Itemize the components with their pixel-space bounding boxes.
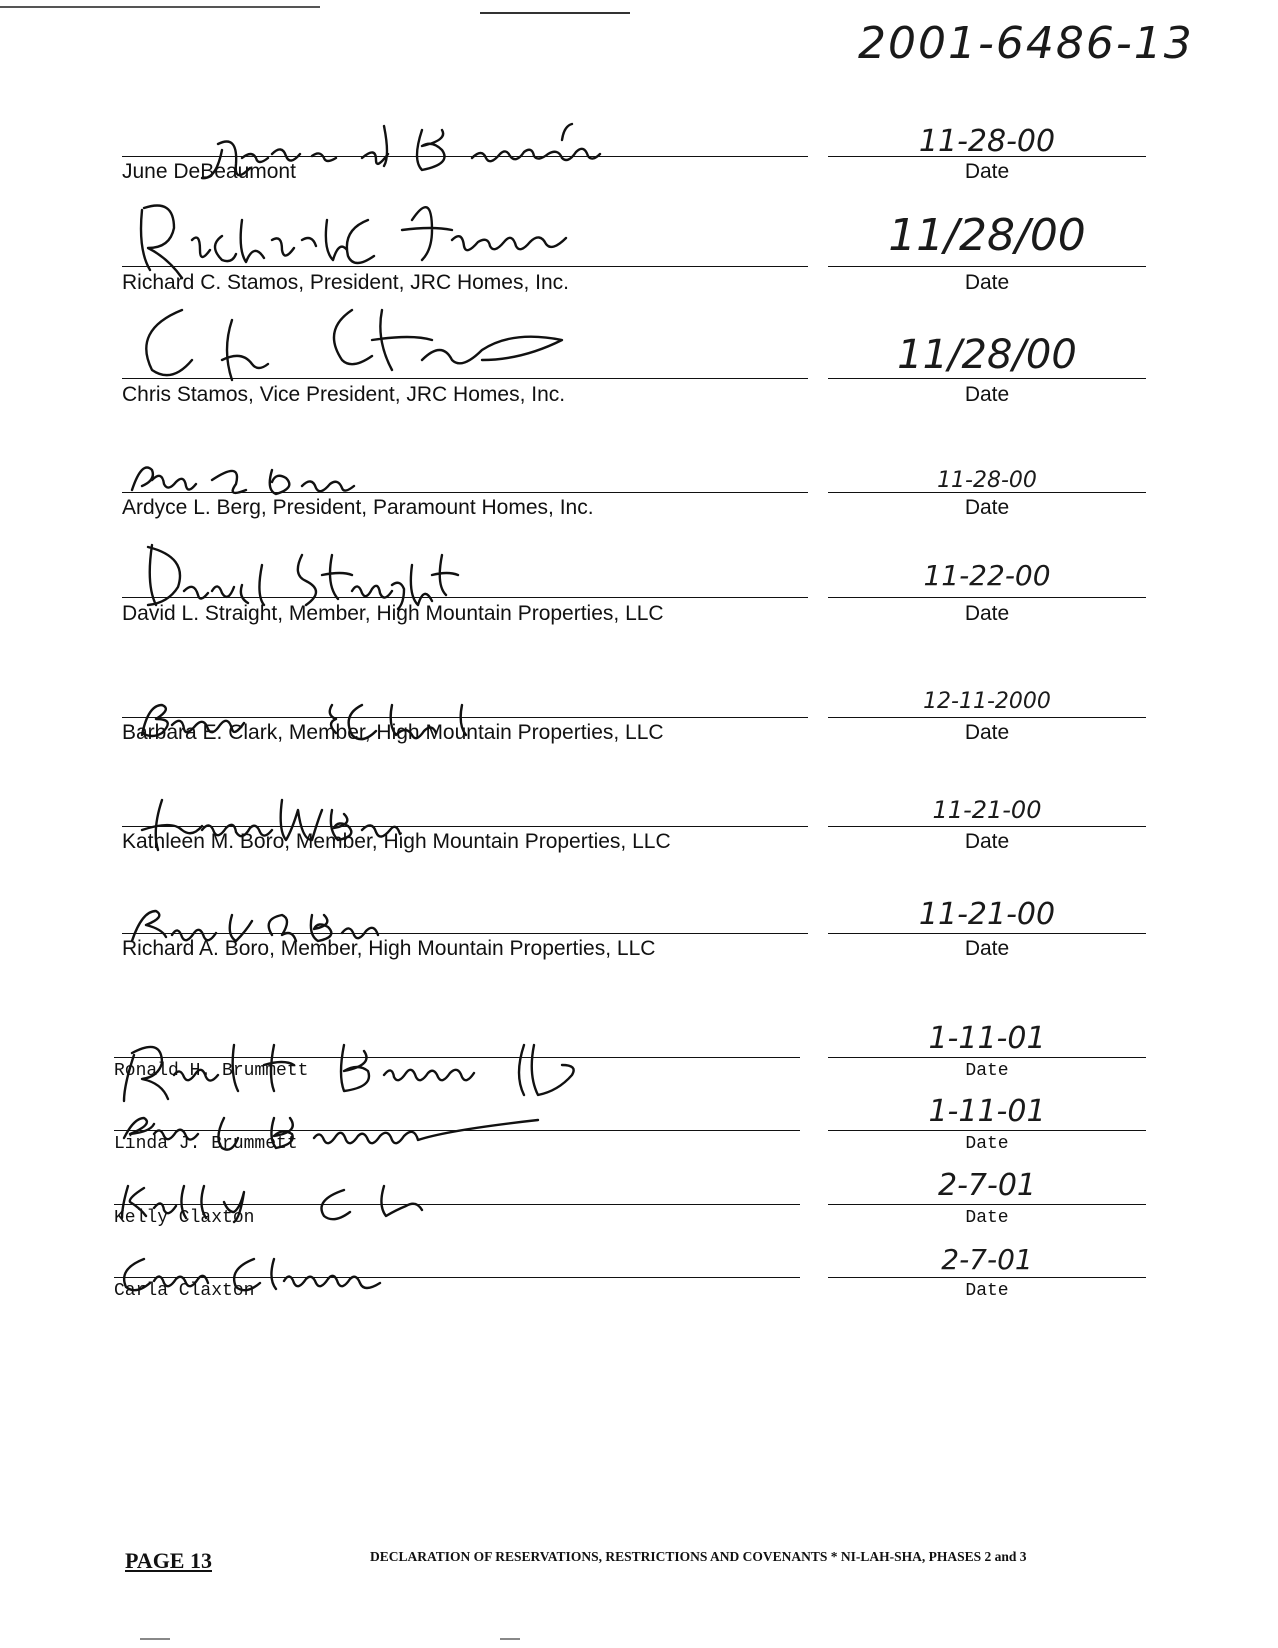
signature-block [122, 120, 808, 190]
signature-line [122, 717, 808, 718]
scan-artifact-line [0, 6, 320, 8]
handwritten-signature [122, 460, 422, 500]
signature-line [114, 1277, 800, 1278]
date-label: Date [964, 271, 1010, 294]
handwritten-date: 1-11-01 [928, 1021, 1046, 1056]
signature-line [122, 933, 808, 934]
scan-artifact-line [500, 1638, 520, 1640]
date-line [828, 492, 1146, 493]
date-block [828, 796, 1146, 870]
handwritten-date: 11-28-00 [937, 468, 1037, 493]
signature-line [122, 826, 808, 827]
signature-line [114, 1130, 800, 1131]
date-line [828, 378, 1146, 379]
signature-line [122, 597, 808, 598]
date-block [828, 897, 1146, 975]
date-block [828, 689, 1146, 755]
scan-artifact-line [140, 1638, 170, 1640]
handwritten-date: 11-21-00 [918, 897, 1056, 932]
date-block [828, 1243, 1146, 1325]
signature-block [122, 545, 808, 635]
handwritten-date: 11/28/00 [888, 210, 1086, 261]
handwritten-date: 11/28/00 [897, 332, 1077, 378]
date-label: Date [964, 496, 1010, 519]
date-block [828, 120, 1146, 190]
signer-name: Chris Stamos, Vice President, JRC Homes, Inc. [122, 383, 566, 406]
date-block [828, 545, 1146, 635]
handwritten-date: 11-21-00 [932, 796, 1042, 824]
signature-line [122, 378, 808, 379]
recording-number: 2001-6486-13 [858, 18, 1194, 69]
date-line [828, 933, 1146, 934]
handwritten-signature [122, 300, 642, 390]
date-label: Date [965, 1281, 1009, 1301]
signer-name: Kelly Claxton [114, 1208, 255, 1228]
signer-name: June DeBeaumont [122, 160, 296, 183]
signer-name: Linda J. Brummett [114, 1134, 298, 1154]
date-line [828, 156, 1146, 157]
date-label: Date [964, 383, 1010, 406]
date-label: Date [964, 830, 1010, 853]
date-label: Date [965, 1061, 1009, 1081]
date-line [828, 1204, 1146, 1205]
signer-name: Kathleen M. Boro, Member, High Mountain Properties, LLC [122, 830, 671, 853]
date-block [828, 200, 1146, 300]
date-label: Date [965, 1208, 1009, 1228]
handwritten-date: 2-7-01 [938, 1168, 1036, 1203]
footer-title: DECLARATION OF RESERVATIONS, RESTRICTIONS AND COVENANTS * NI-LAH-SHA, PHASES 2 and 3 [370, 1549, 1027, 1564]
scan-artifact-line [480, 12, 630, 14]
date-line [828, 826, 1146, 827]
signature-block [122, 300, 808, 410]
date-label: Date [965, 1134, 1009, 1154]
signature-line [122, 156, 808, 157]
signer-name: David L. Straight, Member, High Mountain Properties, LLC [122, 602, 664, 625]
signature-block [122, 800, 808, 870]
date-label: Date [964, 160, 1010, 183]
date-label: Date [964, 937, 1010, 960]
signature-line [122, 266, 808, 267]
date-label: Date [964, 602, 1010, 625]
page-number: PAGE 13 [125, 1548, 212, 1573]
signature-block [122, 200, 808, 300]
signature-block [114, 1035, 800, 1115]
date-label: Date [964, 721, 1010, 744]
signature-line [114, 1057, 800, 1058]
signature-block [122, 695, 808, 755]
signature-block [122, 905, 808, 975]
signer-name: Ardyce L. Berg, President, Paramount Homes, Inc. [122, 496, 594, 519]
signer-name: Carla Claxton [114, 1281, 255, 1301]
date-line [828, 1057, 1146, 1058]
date-block [828, 1168, 1146, 1252]
date-block [828, 300, 1146, 410]
signature-line [122, 492, 808, 493]
date-line [828, 266, 1146, 267]
date-line [828, 1130, 1146, 1131]
signer-name: Richard A. Boro, Member, High Mountain Properties, LLC [122, 937, 656, 960]
handwritten-date: 2-7-01 [941, 1243, 1033, 1276]
handwritten-date: 12-11-2000 [923, 689, 1051, 714]
signature-block [114, 1182, 800, 1252]
signer-name: Ronald H. Brummett [114, 1061, 309, 1081]
handwritten-date: 11-22-00 [923, 559, 1051, 592]
signature-block [114, 1108, 800, 1178]
date-line [828, 1277, 1146, 1278]
signature-line [114, 1204, 800, 1205]
handwritten-date: 11-28-00 [918, 124, 1056, 159]
signer-name: Barbara E. Clark, Member, High Mountain Properties, LLC [122, 721, 664, 744]
signature-block [114, 1255, 800, 1325]
signer-name: Richard C. Stamos, President, JRC Homes, Inc. [122, 271, 569, 294]
date-block [828, 460, 1146, 520]
handwritten-date: 1-11-01 [928, 1094, 1046, 1129]
signature-block [122, 460, 808, 520]
date-line [828, 717, 1146, 718]
date-line [828, 597, 1146, 598]
